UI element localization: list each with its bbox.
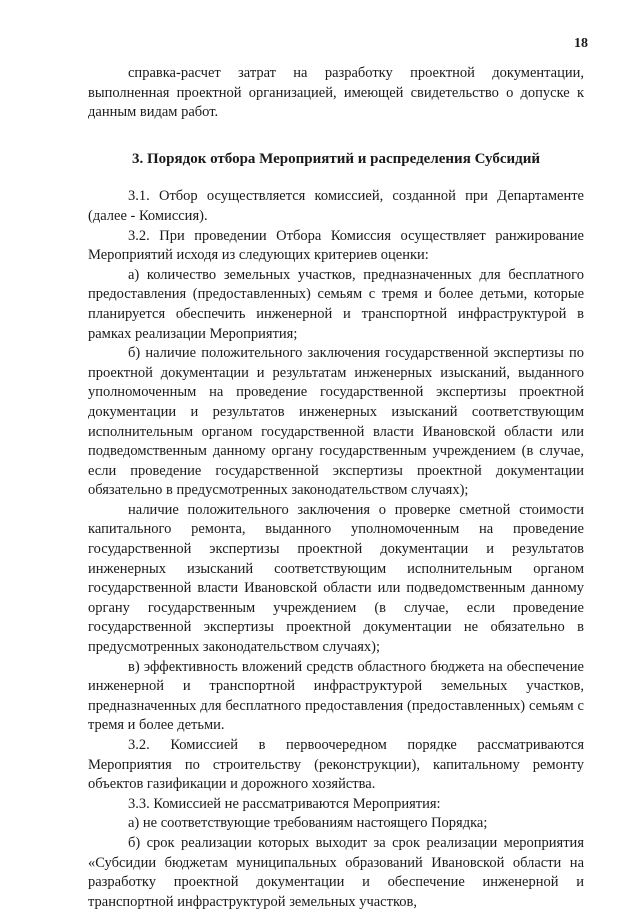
paragraph-3-1: 3.1. Отбор осуществляется комиссией, созданной при Департаменте (далее - Комиссия). (88, 188, 584, 224)
intro-paragraph: справка-расчет затрат на разработку проектной документации, выполненная проектной организацией, имеющей свидетельство о допуске к данным видам работ. (88, 65, 584, 121)
page-number: 18 (574, 36, 588, 51)
criterion-b: б) наличие положительного заключения государственной экспертизы по проектной документации и результатам инженерных изысканий, выданного уполномоченным на проведение государственной экспертизы проектной документации и результатов инженерных изысканий соответствующим исполнительным органом государственной власти Ивановской области или подведомственным данному органу государственным учреждением (в случае, если проведение государственной экспертизы проектной документации обязательно в предусмотренных законодательством случаях); (88, 345, 584, 499)
criterion-a: а) количество земельных участков, предназначенных для бесплатного предоставления (предоставленных) семьям с тремя и более детьми, которые планируется обеспечить инженерной и транспортной инфраструктурой в рамках реализации Мероприятия; (88, 266, 584, 342)
criterion-c: в) эффективность вложений средств областного бюджета на обеспечение инженерной и транспортной инфраструктурой земельных участков, предназначенных для бесплатного предоставления (предоставленных) семьям с тремя и более детьми. (88, 658, 584, 734)
paragraph-3-2-priority: 3.2. Комиссией в первоочередном порядке рассматриваются Мероприятия по строительству (реконструкции), капитальному ремонту объектов газификации и дорожного хозяйства. (88, 737, 584, 793)
paragraph-3-2: 3.2. При проведении Отбора Комиссия осуществляет ранжирование Мероприятий исходя из следующих критериев оценки: (88, 227, 584, 264)
exclusion-a: а) не соответствующие требованиям настоящего Порядка; (128, 815, 488, 832)
section-heading: 3. Порядок отбора Мероприятий и распределения Субсидий (131, 150, 541, 167)
criterion-b-alt: наличие положительного заключения о проверке сметной стоимости капитального ремонта, выданного уполномоченным на проведение государственной экспертизы проектной документации и результатов инженерных изысканий соответствующим исполнительным органом государственной власти Ивановской области или подведомственным данному органу государственным учреждением (в случае, если проведение государственной экспертизы проектной документации не обязательно в предусмотренных законодательством случаях); (88, 501, 584, 656)
paragraph-3-3: 3.3. Комиссией не рассматриваются Мероприятия: (128, 795, 441, 812)
exclusion-b: б) срок реализации которых выходит за срок реализации мероприятия «Субсидии бюджетам муниципальных образований Ивановской области на разработку проектной документации и обеспечение инженерной и транспортной инфраструктурой земельных участков, (88, 834, 584, 910)
document-body (88, 64, 584, 912)
